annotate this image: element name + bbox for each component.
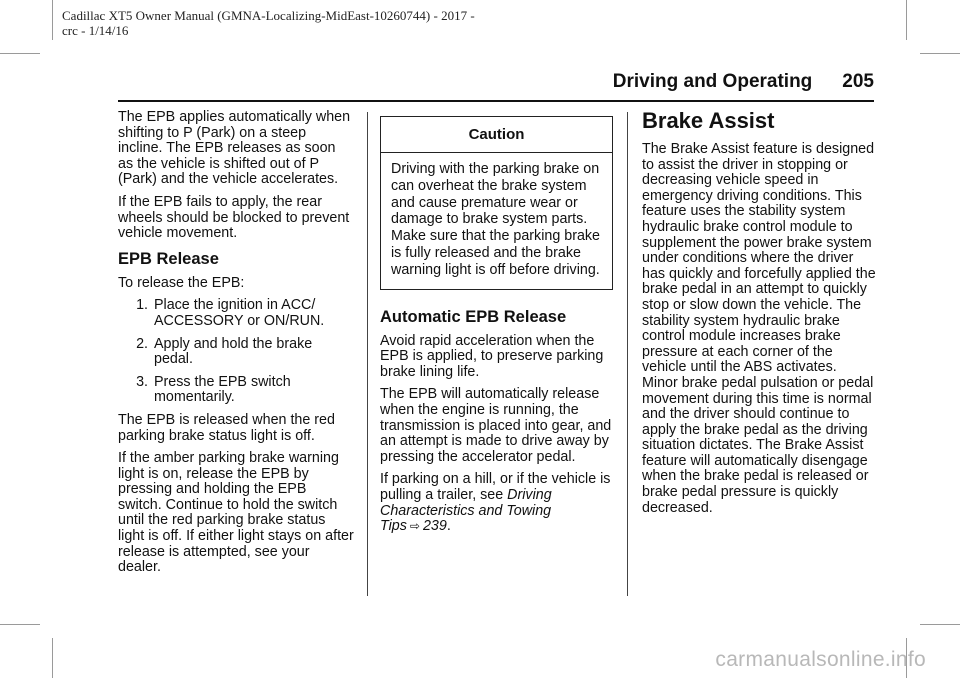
hill-paragraph: [380, 472, 613, 534]
doc-meta-line-1: Cadillac XT5 Owner Manual (GMNA-Localizing-MidEast-10260744) - 2017 -: [62, 8, 475, 23]
epb-released-paragraph: The EPB is released when the red parking brake status light is off.: [118, 411, 335, 444]
section-title: Driving and Operating: [612, 71, 813, 92]
cross-reference-link[interactable]: Driving Characteristics and Towing Tips: [380, 486, 552, 535]
hill-text: If parking on a hill, or if the vehicle is pulling a trailer, see: [380, 471, 611, 503]
running-header: [560, 71, 874, 93]
caution-body: Driving with the parking brake on can overheat the brake system and cause premature wear or damage to brake system parts. Make sure that the parking brake is fully released and the brake warning light is off before driving.: [391, 161, 601, 278]
cross-reference-page[interactable]: 239: [422, 518, 447, 535]
step-text: Press the EPB switch momentarily.: [154, 373, 291, 406]
column-left: [118, 110, 354, 583]
amber-light-paragraph: If the amber parking brake warning light is on, release the EPB by pressing and holding the EPB switch. Continue to hold the switch until the red parking brake status light is off. If either light stays on after release is attempted, see your dealer.: [118, 450, 354, 576]
release-steps-list: [118, 298, 354, 406]
epb-release-heading: EPB Release: [118, 249, 219, 268]
hill-end: .: [446, 518, 451, 535]
epb-intro-paragraph: The EPB applies automatically when shifting to P (Park) on a steep incline. The EPB releases as soon as the vehicle is shifted out of P (Park) and the vehicle accelerates.: [118, 109, 351, 188]
auto-release-paragraph-2: The EPB will automatically release when the engine is running, the transmission is placed into gear, and an attempt is made to drive away by pressing the accelerator pedal.: [380, 386, 612, 465]
page-number: 205: [842, 71, 874, 92]
crop-mark: [52, 0, 53, 40]
header-rule: [118, 100, 874, 102]
crop-mark: [920, 624, 960, 625]
doc-meta-line-2: crc - 1/14/16: [62, 23, 129, 38]
column-right: [642, 110, 876, 523]
page-reference-arrow-icon: ⇨: [409, 519, 420, 534]
epb-fail-paragraph: If the EPB fails to apply, the rear wheels should be blocked to prevent vehicle movement.: [118, 193, 350, 242]
epb-release-intro: To release the EPB:: [118, 274, 245, 291]
column-middle: [380, 112, 613, 542]
document-meta: [62, 8, 532, 38]
automatic-epb-release-heading: Automatic EPB Release: [380, 307, 567, 326]
column-divider: [367, 112, 368, 596]
caution-title: Caution: [381, 117, 612, 153]
crop-mark: [0, 624, 40, 625]
brake-assist-heading: Brake Assist: [642, 108, 775, 133]
caution-box: [380, 116, 613, 290]
brake-assist-paragraph: The Brake Assist feature is designed to assist the driver in stopping or decreasing vehicle speed in emergency driving conditions. This feature uses the stability system hydraulic brake control module to supplement the power brake system under conditions where the driver has quickly and forcefully applied the brake pedal in an attempt to quickly stop or slow down the vehicle. The stability system hydraulic brake control module increases brake pressure at each corner of the vehicle until the ABS activates. Minor brake pedal pulsation or pedal movement during this time is normal and the driver should continue to apply the brake pedal as the driving situation dictates. The Brake Assist feature will automatically disengage when the brake pedal is released or brake pedal pressure is quickly decreased.: [642, 141, 876, 516]
crop-mark: [920, 53, 960, 54]
column-divider: [627, 112, 628, 596]
step-number: 3.: [136, 373, 148, 390]
list-item: [118, 375, 354, 406]
list-item: [118, 337, 354, 368]
step-text: Place the ignition in ACC/ ACCESSORY or ON/RUN.: [154, 297, 325, 329]
crop-mark: [0, 53, 40, 54]
crop-mark: [52, 638, 53, 678]
step-text: Apply and hold the brake pedal.: [154, 335, 313, 368]
crop-mark: [906, 0, 907, 40]
step-number: 1.: [136, 297, 148, 314]
watermark: carmanualsonline.info: [715, 648, 926, 671]
step-number: 2.: [136, 335, 148, 352]
list-item: [118, 298, 354, 329]
auto-release-paragraph-1: Avoid rapid acceleration when the EPB is applied, to preserve parking brake lining life.: [380, 332, 604, 380]
